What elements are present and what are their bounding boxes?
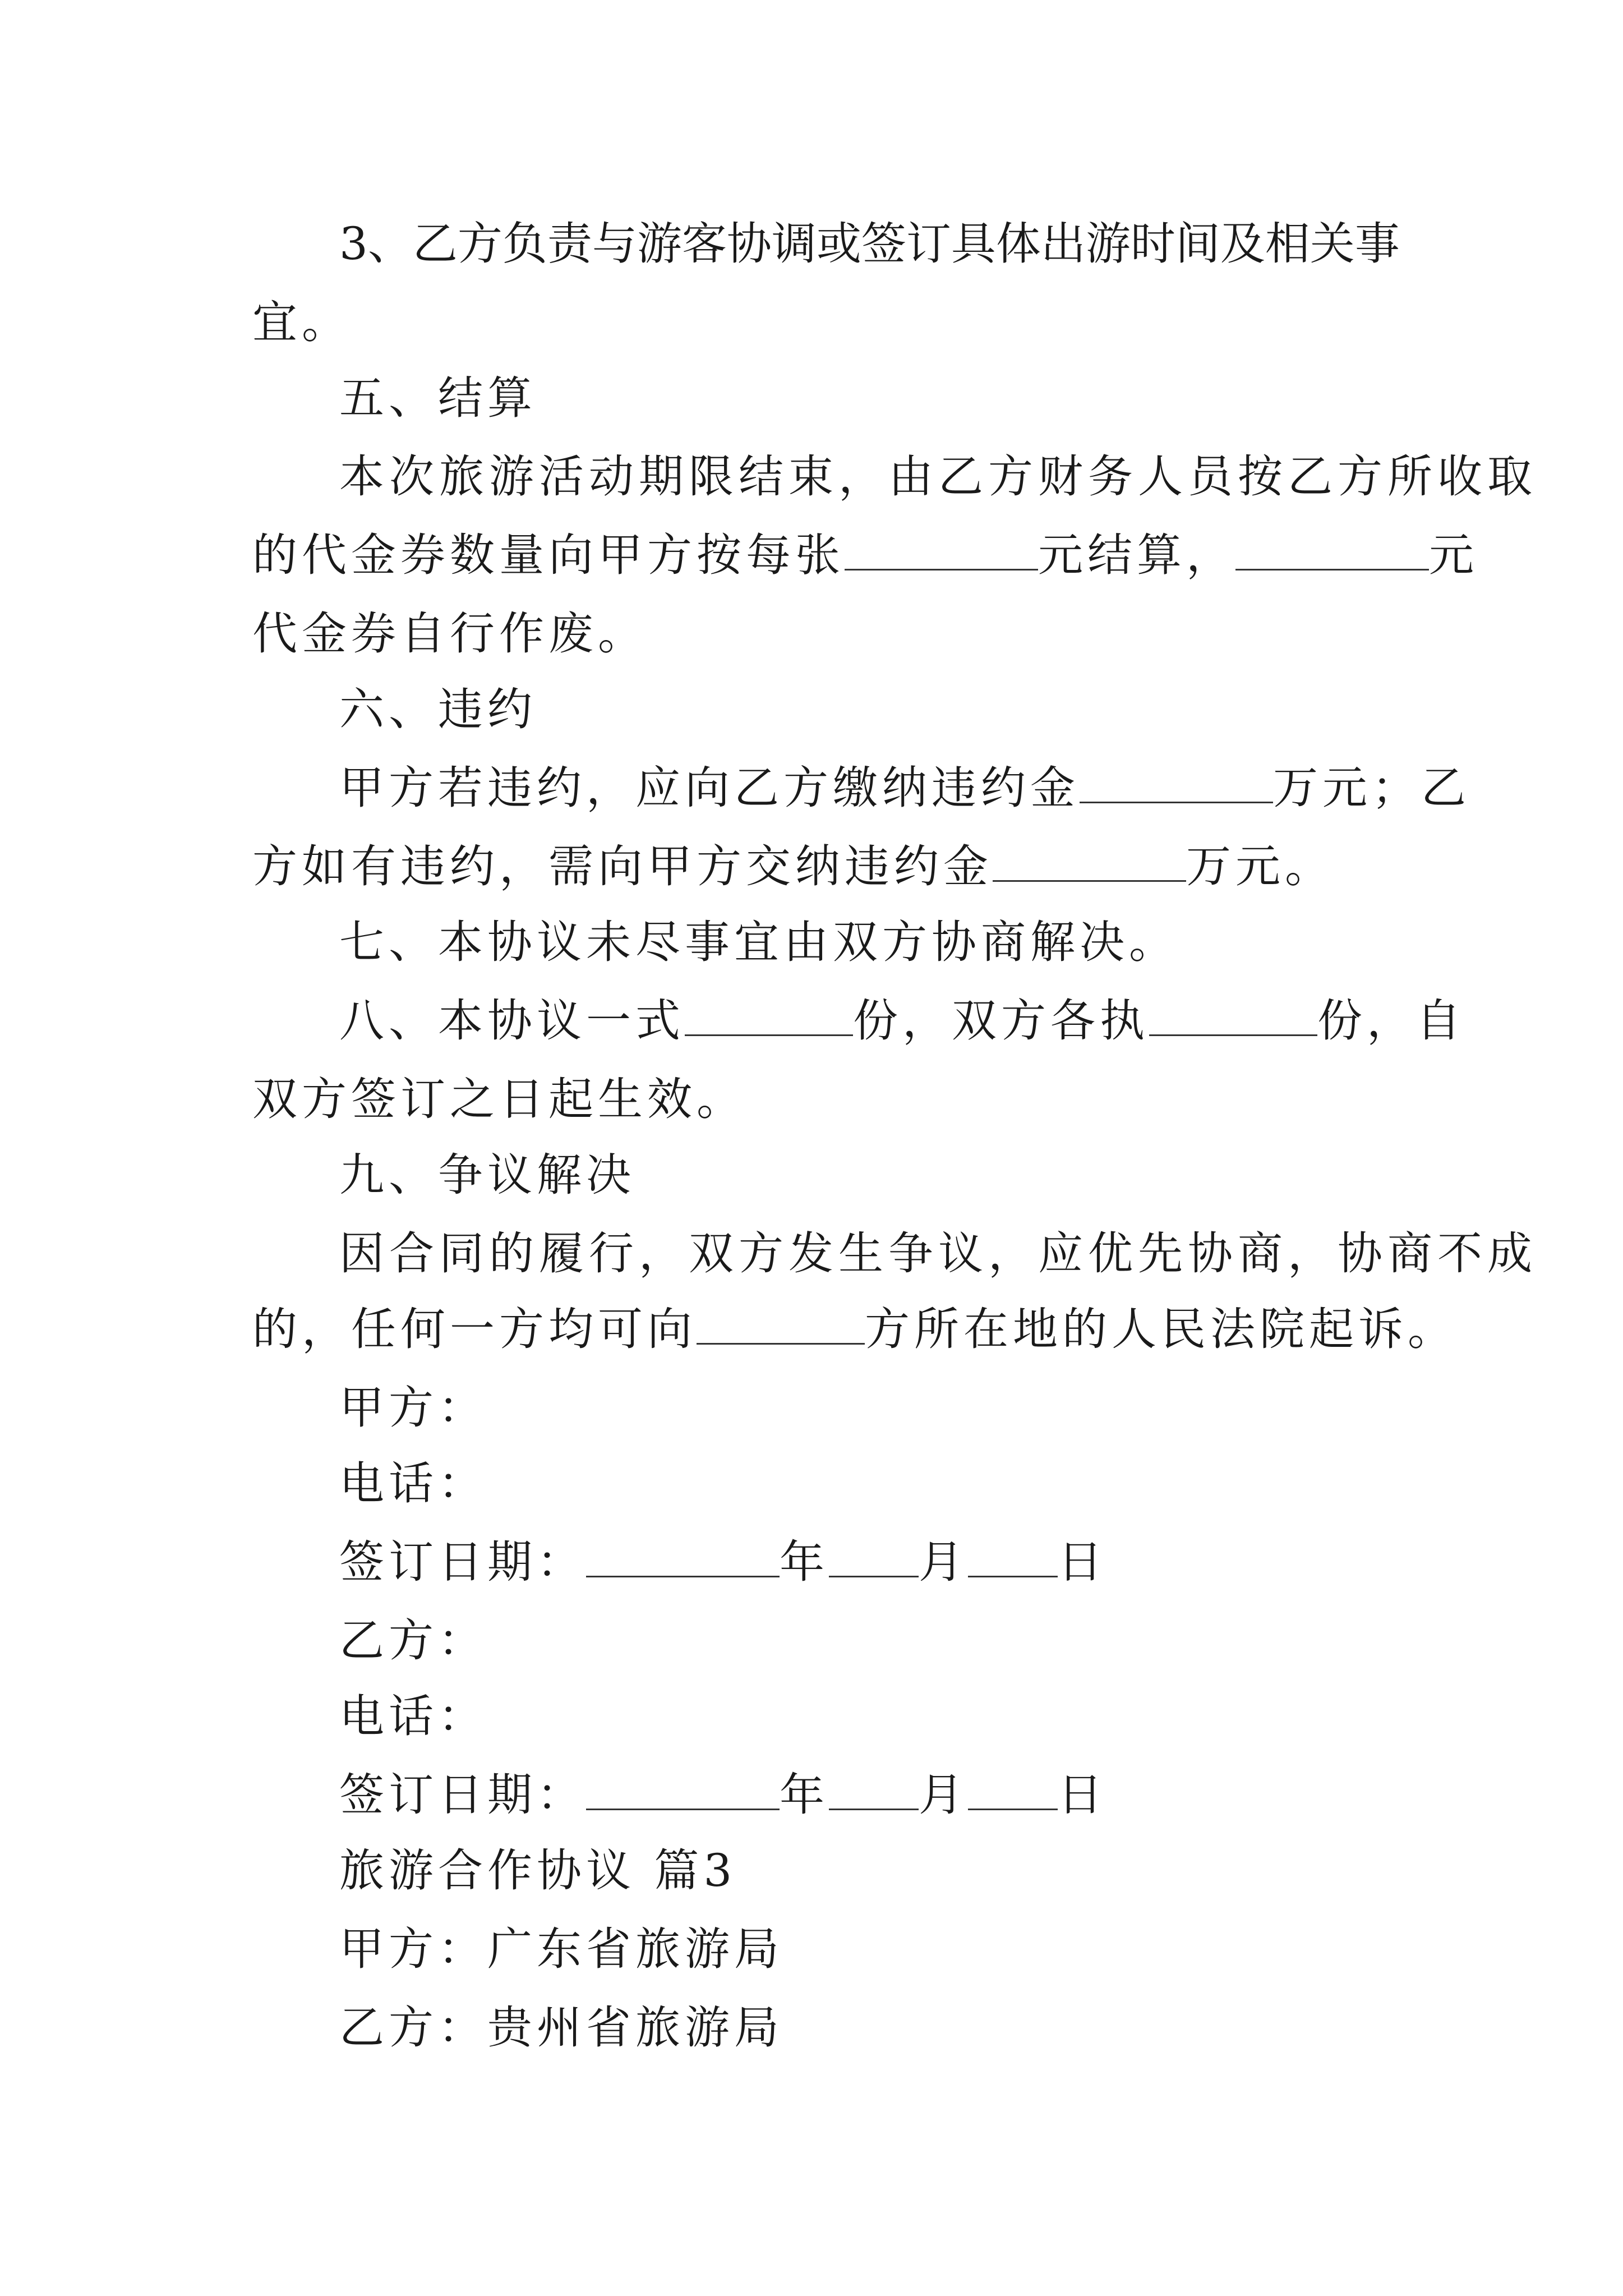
paragraph-line [252, 516, 1478, 595]
fill-in-blank[interactable] [1080, 766, 1273, 803]
fill-in-blank[interactable] [1235, 533, 1429, 570]
text-run: 八、本协议一式 [339, 995, 685, 1047]
section-heading [339, 359, 1385, 438]
text-run: 签订日期： [339, 1536, 586, 1588]
text-run: 日 [1058, 1536, 1107, 1588]
text-run: 双方签订之日起生效。 [252, 1073, 746, 1125]
text-run: 年 [780, 1536, 829, 1588]
text-run: 电话： [339, 1457, 487, 1510]
section-heading [339, 670, 1385, 749]
fill-in-blank[interactable] [685, 999, 853, 1036]
paragraph-line [339, 438, 1537, 516]
fill-in-blank[interactable] [845, 533, 1038, 570]
text-run: 方如有违约，需向甲方交纳违约金 [252, 840, 993, 892]
text-run: 因合同的履行，双方发生争议，应优先协商，协商不成 [339, 1227, 1537, 1280]
text-run: 代金券自行作废。 [252, 608, 647, 660]
text-run: 份，双方各执 [853, 995, 1149, 1047]
text-run: 年 [780, 1769, 829, 1821]
phone-label [339, 1444, 1385, 1523]
text-run: 日 [1058, 1769, 1107, 1821]
text-run: 乙方： [339, 1614, 487, 1667]
paragraph-line [339, 1214, 1537, 1293]
heading-text: 九、争议解决 [339, 1149, 635, 1201]
section-heading [339, 1136, 1385, 1214]
text-run: 万元。 [1186, 840, 1334, 892]
party-b-line [339, 1989, 1385, 2067]
text-run: 的，任何一方均可向 [252, 1303, 697, 1355]
heading-text: 六、违约 [339, 683, 537, 735]
fill-in-blank[interactable] [697, 1307, 865, 1345]
text-run: 本次旅游活动期限结束，由乙方财务人员按乙方所收取 [339, 450, 1537, 503]
text-run: 乙方：贵州省旅游局 [339, 2001, 783, 2054]
paragraph-line [252, 283, 1385, 362]
fill-in-blank[interactable] [993, 844, 1186, 882]
party-b-label [339, 1602, 1385, 1680]
paragraph-line [339, 205, 1400, 283]
text-run: 甲方： [339, 1382, 487, 1434]
text-run: 元 [1429, 529, 1478, 581]
heading-text: 五、结算 [339, 372, 537, 424]
text-run: 元结算， [1038, 529, 1235, 581]
text-run: 3、乙方负责与游客协调或签订具体出游时间及相关事 [339, 218, 1400, 270]
paragraph-line [252, 1060, 1385, 1139]
paragraph-line [339, 903, 1385, 982]
text-run: 电话： [339, 1690, 487, 1742]
paragraph-line [339, 982, 1465, 1060]
year-blank[interactable] [586, 1540, 780, 1577]
text-run: 月 [919, 1536, 968, 1588]
paragraph-line [252, 1290, 1457, 1369]
agreement-title [339, 1832, 1385, 1910]
sign-date-line [339, 1523, 1385, 1602]
sign-date-line [339, 1756, 1385, 1834]
text-run: 旅游合作协议 篇3 [339, 1844, 737, 1897]
text-run: 的代金券数量向甲方按每张 [252, 529, 845, 581]
party-a-line [339, 1910, 1385, 1989]
month-blank[interactable] [829, 1540, 919, 1577]
paragraph-line [252, 827, 1385, 906]
text-run: 月 [919, 1769, 968, 1821]
day-blank[interactable] [968, 1773, 1058, 1810]
paragraph-line [339, 749, 1470, 827]
phone-label [339, 1677, 1385, 1756]
text-run: 甲方若违约，应向乙方缴纳违约金 [339, 762, 1080, 814]
day-blank[interactable] [968, 1540, 1058, 1577]
text-run: 宜。 [252, 296, 351, 348]
month-blank[interactable] [829, 1773, 919, 1810]
text-run: 万元；乙 [1273, 762, 1470, 814]
year-blank[interactable] [586, 1773, 780, 1810]
paragraph-line [252, 595, 1385, 673]
text-run: 方所在地的人民法院起诉。 [865, 1303, 1457, 1355]
fill-in-blank[interactable] [1149, 999, 1317, 1036]
text-run: 签订日期： [339, 1769, 586, 1821]
text-run: 甲方：广东省旅游局 [339, 1923, 783, 1975]
party-a-label [339, 1369, 1385, 1447]
text-run: 七、本协议未尽事宜由双方协商解决。 [339, 916, 1178, 968]
text-run: 份，自 [1317, 995, 1465, 1047]
